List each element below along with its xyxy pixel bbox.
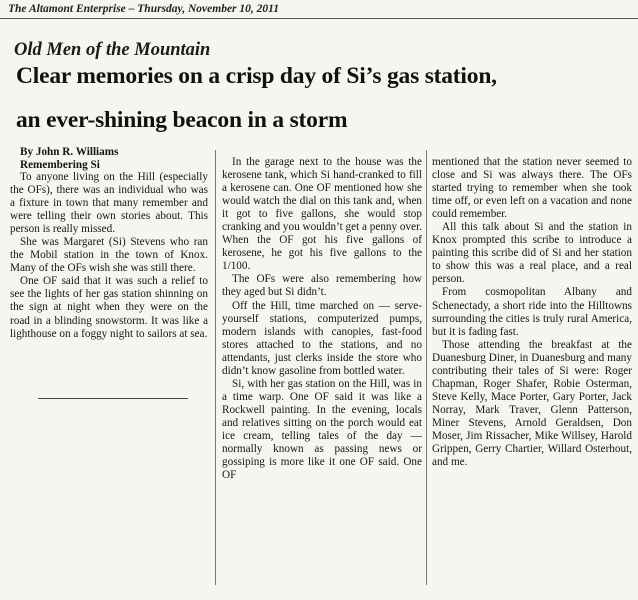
column-divider: [215, 150, 216, 585]
publication-dateline: The Altamont Enterprise – Thursday, November 10, 2011: [8, 3, 280, 15]
column-subhead: Remembering Si: [20, 158, 100, 171]
headline-line-1: Clear memories on a crisp day of Si’s gas station,: [16, 63, 497, 89]
byline: By John R. Williams: [20, 146, 119, 158]
paragraph: Those attending the breakfast at the Duanesburg Diner, in Duanesburg and many contributing their tales of Si were: Roger Chapman, Roger Shafer, Robie Osterman, Steve Kelly, Mace Porter, Gary Porter, Jack Norray, Mark Traver, Glenn Patterson, Miner Stevens, Arnold Geraldsen, Don Moser, Jim Rissacher, Mike Willsey, Harold Grippen, Gerry Chartier, Willard Osterhout, and me.: [432, 338, 632, 469]
paragraph: From cosmopolitan Albany and Schenectady, a short ride into the Hilltowns surrounding the cities is truly rural America, but it is fading fast.: [432, 286, 632, 338]
article-column-1: [10, 146, 208, 341]
paragraph: In the garage next to the house was the kerosene tank, which Si hand-cranked to fill a kerosene can. One OF mentioned how she would watch the dial on this tank and, when it got to five gallons, she would stop cranking and you wouldn’t get a penny over. When the OF got his five gallons of kerosene, he got his five gallons to the 1/100.: [222, 156, 422, 273]
column-end-rule: [38, 398, 188, 399]
paragraph: All this talk about Si and the station in Knox prompted this scribe to introduce a painting this scribe did of Si and her station to show this was a real place, and a real person.: [432, 221, 632, 286]
paragraph: To anyone living on the Hill (especially the OFs), there was an individual who was a fixture in town that many remember and were telling their own stories about. This person is really missed.: [10, 171, 208, 236]
paragraph: The OFs were also remembering how they aged but Si didn’t.: [222, 273, 422, 299]
paragraph: mentioned that the station never seemed to close and Si was always there. The OFs started trying to remember when she took time off, or even left on a vacation and none could remember.: [432, 156, 632, 221]
paragraph: Off the Hill, time marched on — serve-yourself stations, computerized pumps, modern islands with canopies, fast-food stores attached to the stations, and no attendants, just clerks inside the store who didn’t know gasoline from bottled water.: [222, 299, 422, 377]
headline-line-2: an ever-shining beacon in a storm: [16, 107, 348, 133]
article-column-2: [222, 156, 422, 482]
column-divider: [426, 150, 427, 585]
paragraph: One OF said that it was such a relief to see the lights of her gas station shinning on the sign at night when they were on the road in a blinding snowstorm. It was like a lighthouse on a foggy night to sailors at sea.: [10, 275, 208, 340]
paragraph: Si, with her gas station on the Hill, was in a time warp. One OF said it was like a Rockwell painting. In the evening, locals and relatives sitting on the porch would eat ice cream, telling tales of the day — normally known as passing news or gossiping is more like it one OF said. One OF: [222, 377, 422, 482]
page-header: [0, 0, 638, 20]
article-column-3: [432, 156, 632, 469]
paragraph: She was Margaret (Si) Stevens who ran the Mobil station in the town of Knox. Many of the OFs wish she was still there.: [10, 236, 208, 275]
column-kicker: Old Men of the Mountain: [14, 40, 211, 60]
header-rule: [0, 18, 638, 19]
